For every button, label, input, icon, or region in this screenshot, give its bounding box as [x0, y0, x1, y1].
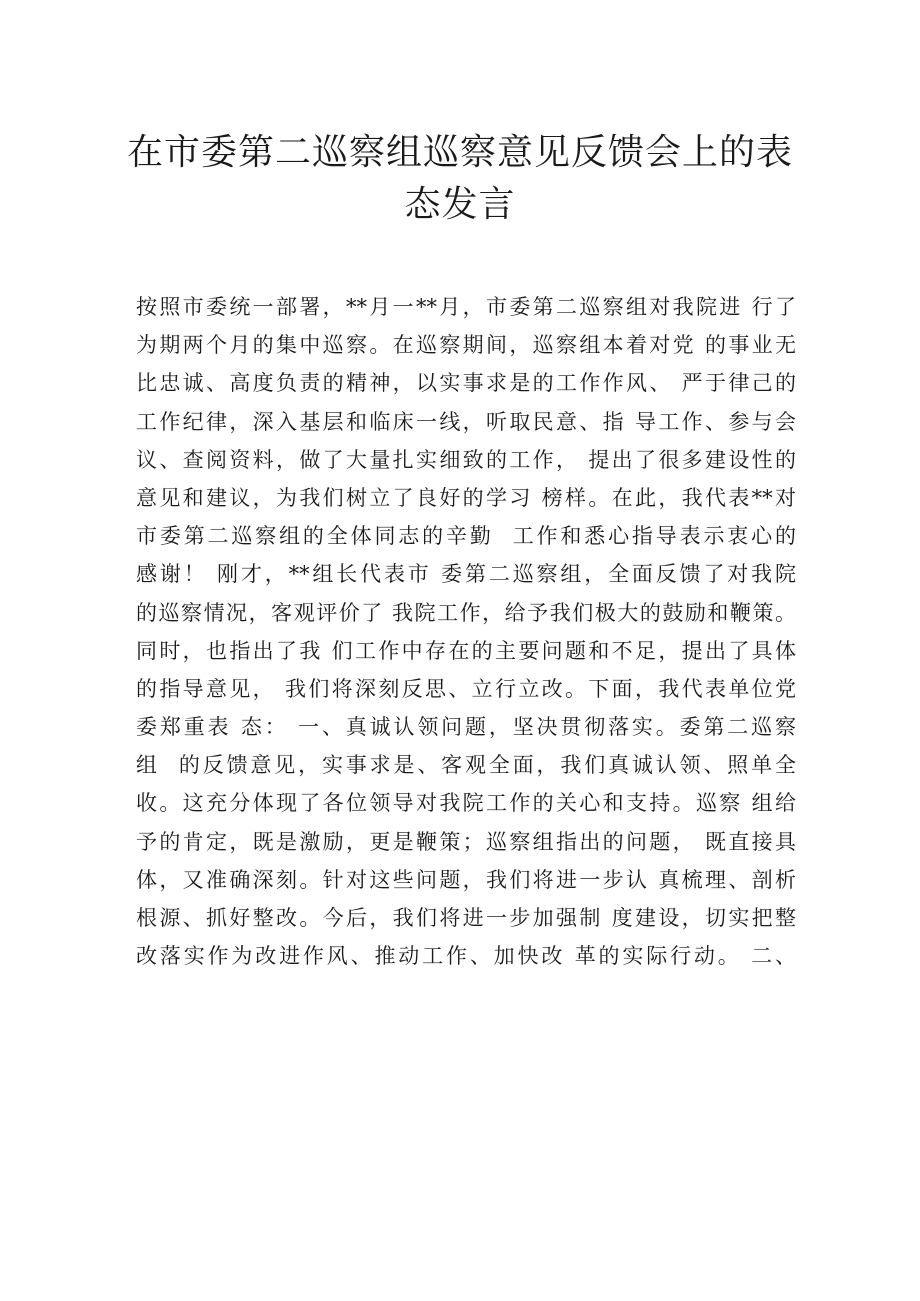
body-line-16: 体，又准确深刻。针对这些问题，我们将进一步认 真梳理、剖析 [136, 867, 796, 892]
body-line-1: 按照市委统一部署，**月一**月，市委第二巡察组对我院进 行了 [136, 295, 796, 319]
body-line-12: 委郑重表 态： 一、真诚认领问题，坚决贯彻落实。委第二巡察 [136, 715, 796, 740]
title-line-1: 在市委第二巡察组巡察意见反馈会上的表 [126, 132, 793, 173]
body-line-14: 收。这充分体现了各位领导对我院工作的关心和支持。巡察 组给 [136, 791, 796, 816]
body-line-13: 组 的反馈意见，实事求是、客观全面，我们真诚认领、照单全 [136, 753, 796, 778]
body-line-7: 市委第二巡察组的全体同志的辛勤 工作和悉心指导表示衷心的 [136, 524, 796, 549]
body-line-10: 同时，也指出了我 们工作中存在的主要问题和不足，提出了具体 [136, 638, 796, 663]
body-line-15: 予的肯定，既是激励，更是鞭策；巡察组指出的问题， 既直接具 [136, 829, 796, 854]
body-line-18: 改落实作为改进作风、推动工作、加快改 革的实际行动。 二、 [136, 944, 796, 969]
body-line-4: 工作纪律，深入基层和临床一线，听取民意、指 导工作、参与会 [136, 409, 796, 434]
body-line-3: 比忠诚、高度负责的精神，以实事求是的工作作风、 严于律己的 [136, 371, 796, 396]
body-line-17: 根源、抓好整改。今后，我们将进一步加强制 度建设，切实把整 [136, 906, 796, 930]
body-line-8: 感谢！ 刚才，**组长代表市 委第二巡察组，全面反馈了对我院 [136, 562, 796, 587]
document-title [0, 127, 920, 231]
body-line-11: 的指导意见， 我们将深刻反思、立行立改。下面，我代表单位党 [136, 676, 796, 701]
title-line-2: 态发言 [404, 184, 516, 225]
document-body [136, 288, 796, 975]
body-line-5: 议、查阅资料，做了大量扎实细致的工作， 提出了很多建设性的 [136, 447, 796, 472]
body-line-9: 的巡察情况，客观评价了 我院工作，给予我们极大的鼓励和鞭策。 [136, 600, 796, 625]
body-line-2: 为期两个月的集中巡察。在巡察期间，巡察组本着对党 的事业无 [136, 333, 796, 358]
body-line-6: 意见和建议，为我们树立了良好的学习 榜样。在此，我代表**对 [136, 485, 796, 510]
